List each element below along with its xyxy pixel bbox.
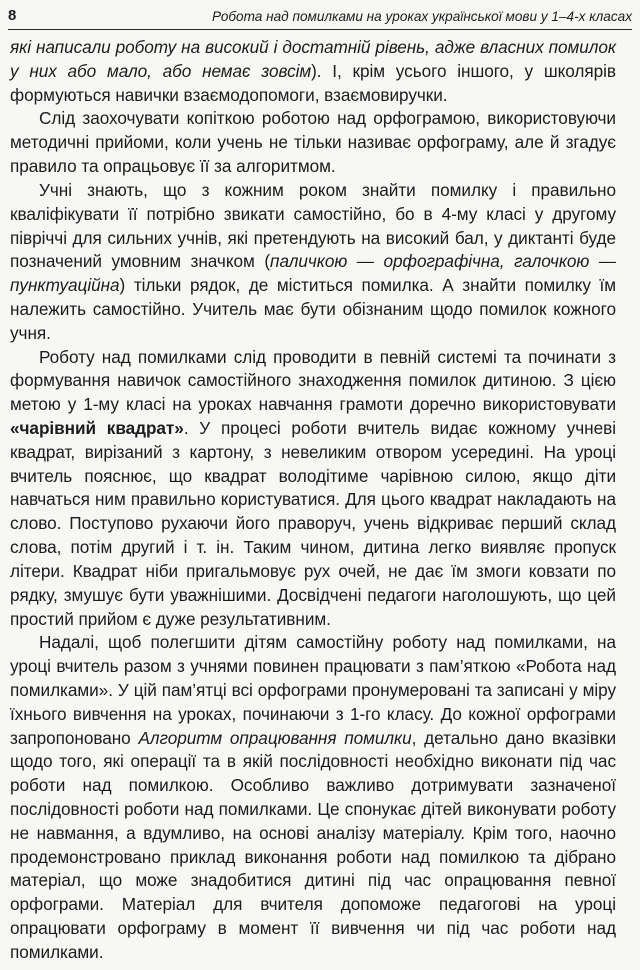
text-span: Надалі, щоб полегшити дітям самостійну роботу над помилками, на уроці вчитель разом з учнями повинен працювати з пам’яткою «Робота над помилками». У цій пам’ятці всі орфограми пронумеровані та записані у міру їхнього вивчення на уроках, починаючи з 1-го класу. До кожної орфограми запропоновано — [10, 632, 616, 748]
text-span-italic: які написали роботу на високий і достатній рівень, адже власних помилок у них або мало, або немає зовсім — [10, 37, 616, 81]
text-span: Слід заохочувати копіткою роботою над орфограмою, використовуючи методичні прийоми, коли учень не тільки називає орфограму, але й згадує правило та опрацьовує її за алгоритмом. — [10, 108, 616, 177]
paragraph — [10, 36, 616, 107]
text-span: Роботу над помилками слід проводити в певній системі та починати з формування навичок самостійного знаходження помилок дитиною. З цією метою у 1-му класі на уроках навчання грамоти доречно використовувати — [10, 346, 616, 415]
text-span: Учні знають, що з кожним роком знайти помилку і правильно кваліфікувати її потрібно звикати самостійно, бо в 4-му класі у другому півріччі для сильних учнів, які претендують на високий бал, у диктанті буде позначений умовним значком ( — [10, 179, 616, 272]
paragraph — [10, 346, 616, 632]
text-span: ) тільки рядок, де міститься помилка. А знайти помилку їм належить самостійно. Учитель має бути обізнаним щодо помилок кожного учня. — [10, 275, 616, 343]
text-span: ). І, крім усього іншого, у школярів формуються навички взаємодопомоги, взаємовиручки. — [10, 60, 616, 105]
body-text — [10, 36, 616, 965]
text-span-bold: «чарівний квадрат» — [10, 418, 184, 438]
paragraph — [10, 179, 616, 346]
text-span: . У процесі роботи вчитель видає кожному учневі квадрат, вирізаний з картону, з невеликим отвором усередині. На уроці вчитель пояснює, що квадрат володітиме чарівною силою, якщо діти навчаться ним правильно користуватися. Для цього квадрат накладають на слово. Поступово рухаючи його праворуч, учень відкриває перший склад слова, потім другий і т. ін. Таким чином, дитина легко виявляє пропуск літери. Квадрат ніби пригальмовує рух очей, не дає їм змоги ковзати по рядку, змушує бути уважнішими. Досвідчені педагоги наголошують, що цей простий прийом є дуже результативним. — [10, 418, 616, 629]
paragraph — [10, 631, 616, 964]
text-span-italic: Алгоритм опрацювання помилки — [138, 727, 412, 748]
text-span: , детально дано вказівки щодо того, які операції та в якій послідовності необхідно виконати під час роботи над помилкою. Особливо важливо дотримувати зазначеної послідовності роботи над помилками. Це спонукає дітей виконувати роботу не навмання, а вдумливо, на основі аналізу матеріалу. Крім того, наочно продемонстровано приклад виконання роботи над помилкою та дібрано матеріал, що може знадобитися дитині під час опрацювання певної орфограми. Матеріал для вчителя допоможе педагогові на уроці опрацювати орфограму в момент її вивчення чи під час роботи над помилками. — [10, 727, 616, 962]
running-title: Робота над помилками на уроках української мови у 1–4-х класах — [211, 9, 632, 24]
header-rule — [8, 29, 632, 30]
paragraph — [10, 107, 616, 178]
page-number: 8 — [8, 7, 17, 24]
text-span-italic: паличкою — орфографічна, галочкою — пунктуаційна — [10, 251, 617, 296]
